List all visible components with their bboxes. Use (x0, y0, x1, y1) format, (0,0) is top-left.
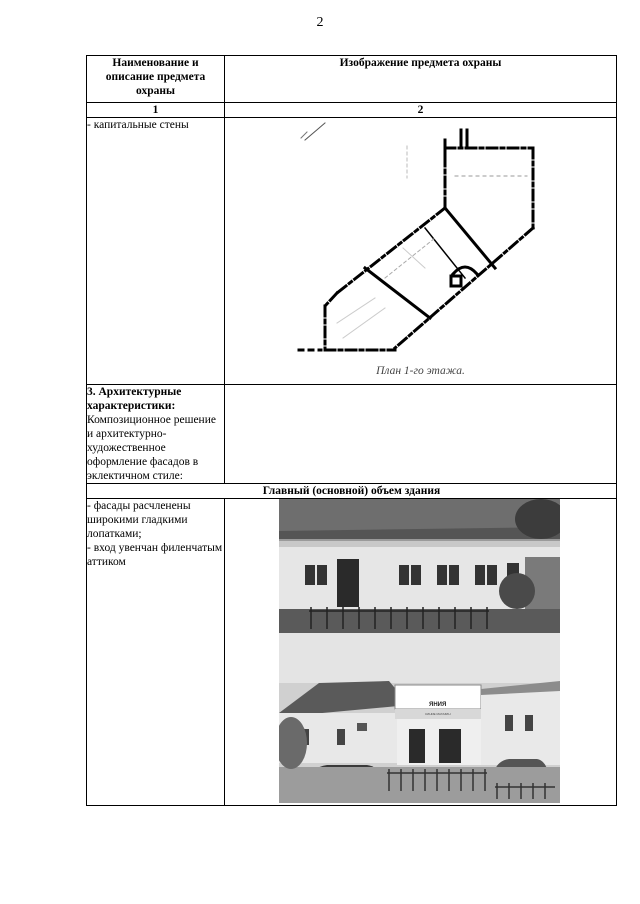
facade-photo-2-image (279, 633, 560, 803)
column-number-2: 2 (225, 103, 617, 118)
facades-description (87, 499, 225, 806)
facade-photo-1-image (279, 499, 560, 633)
table-row-facades (87, 499, 617, 806)
plan-caption: План 1-го этажа. (376, 365, 465, 377)
floor-plan (225, 118, 616, 384)
row-image-cell (225, 118, 617, 385)
facade-photo-2 (279, 633, 560, 803)
facade-photo-1 (279, 499, 560, 633)
shop-sign-sub: СИНИЕ МАГАЗИН (425, 712, 451, 716)
architecture-title: 3. Архитектурные характеристики: (87, 386, 182, 412)
section-header-main-volume: Главный (основной) объем здания (87, 484, 617, 499)
capital-walls-text: - капитальные стены (87, 119, 189, 131)
facades-text-2: - вход увенчан филенчатым аттиком (87, 542, 223, 568)
column-number-row (87, 103, 617, 118)
column-number-1: 1 (87, 103, 225, 118)
table-row-capital-walls (87, 118, 617, 385)
page-number: 2 (316, 15, 324, 30)
row-description (87, 118, 225, 385)
architecture-image-cell (225, 385, 617, 484)
protection-subject-table (86, 55, 617, 806)
facades-image-cell (225, 499, 617, 806)
table-header-row (87, 56, 617, 103)
facade-photos (225, 499, 616, 805)
facades-text-1: - фасады расчленены широкими гладкими лопатками; (87, 500, 191, 540)
floor-plan-drawing (225, 118, 617, 384)
header-name-description: Наименование и описание предмета охраны (87, 56, 225, 103)
section-header-row (87, 484, 617, 499)
architecture-description (87, 385, 225, 484)
architecture-text: Композиционное решение и архитектурно-художественное оформление фасадов в эклектичном стиле: (87, 414, 216, 482)
table-row-architecture (87, 385, 617, 484)
shop-sign-name: ЯНИЯ (429, 702, 447, 708)
header-image: Изображение предмета охраны (225, 56, 617, 103)
